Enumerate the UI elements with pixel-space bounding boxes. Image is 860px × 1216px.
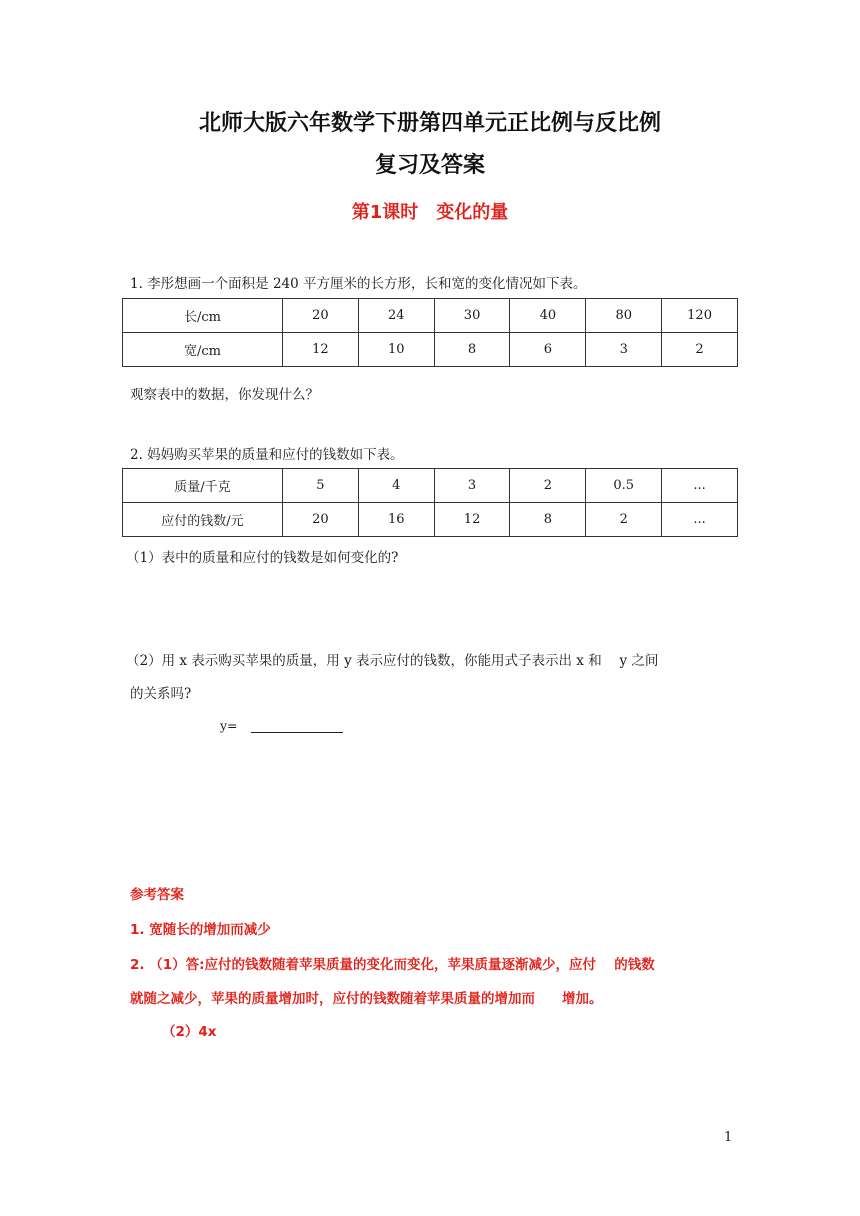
table-cell: 8 [434,333,510,367]
table-cell: 10 [358,333,434,367]
question-2-part-2-line2: 的关系吗? [130,686,192,702]
table-cell: 0.5 [586,469,662,503]
question-2-part-1: （1）表中的质量和应付的钱数是如何变化的? [126,550,399,566]
table-cell: 2 [662,333,738,367]
document-title-line1: 北师大版六年数学下册第四单元正比例与反比例 [198,111,661,136]
table-row [123,503,738,537]
answers-heading: 参考答案 [130,887,184,903]
table-cell: 6 [510,333,586,367]
table-row [123,299,738,333]
table-cell: 24 [358,299,434,333]
table-cell: 30 [434,299,510,333]
answer-2-line1: 2. （1）答:应付的钱数随着苹果质量的变化而变化，苹果质量逐渐减少，应付 的钱数 [130,957,655,973]
table-cell: 2 [586,503,662,537]
table-cell: 40 [510,299,586,333]
question-1-followup: 观察表中的数据，你发现什么？ [130,387,319,403]
lesson-heading: 第1课时 变化的量 [351,202,509,223]
table-cell: 20 [283,299,359,333]
row-header-cell: 质量/千克 [123,469,283,503]
question-2-part-2-line1: （2）用 x 表示购买苹果的质量，用 y 表示应付的钱数，你能用式子表示出 x 和 y 之间 [126,653,659,669]
table-cell: 12 [434,503,510,537]
table-cell: 3 [434,469,510,503]
table-cell: 4 [358,469,434,503]
table-cell: 12 [283,333,359,367]
length-width-table [122,298,738,367]
table-cell: ... [662,503,738,537]
table-row [123,333,738,367]
row-header-cell: 长/cm [123,299,283,333]
question-2-text: 2. 妈妈购买苹果的质量和应付的钱数如下表。 [130,447,404,463]
table-cell: 80 [586,299,662,333]
table-cell: 2 [510,469,586,503]
page-number: 1 [724,1130,733,1145]
table-cell: 5 [283,469,359,503]
row-header-cell: 宽/cm [123,333,283,367]
answer-2-line2: 就随之减少，苹果的质量增加时，应付的钱数随着苹果质量的增加而 增加。 [130,991,603,1007]
table-cell: 20 [283,503,359,537]
table-cell: 120 [662,299,738,333]
weight-price-table [122,468,738,537]
table-cell: 16 [358,503,434,537]
row-header-cell: 应付的钱数/元 [123,503,283,537]
question-1-text: 1. 李彤想画一个面积是 240 平方厘米的长方形，长和宽的变化情况如下表。 [130,276,587,292]
answer-blank[interactable] [251,718,343,733]
answer-1: 1. 宽随长的增加而减少 [130,922,271,938]
document-title-line2: 复习及答案 [374,153,485,178]
table-row [123,469,738,503]
table-cell: 3 [586,333,662,367]
table-cell: 8 [510,503,586,537]
table-cell: ... [662,469,738,503]
formula-label: y= [220,718,238,733]
answer-2-part-2: （2）4x [162,1024,217,1040]
